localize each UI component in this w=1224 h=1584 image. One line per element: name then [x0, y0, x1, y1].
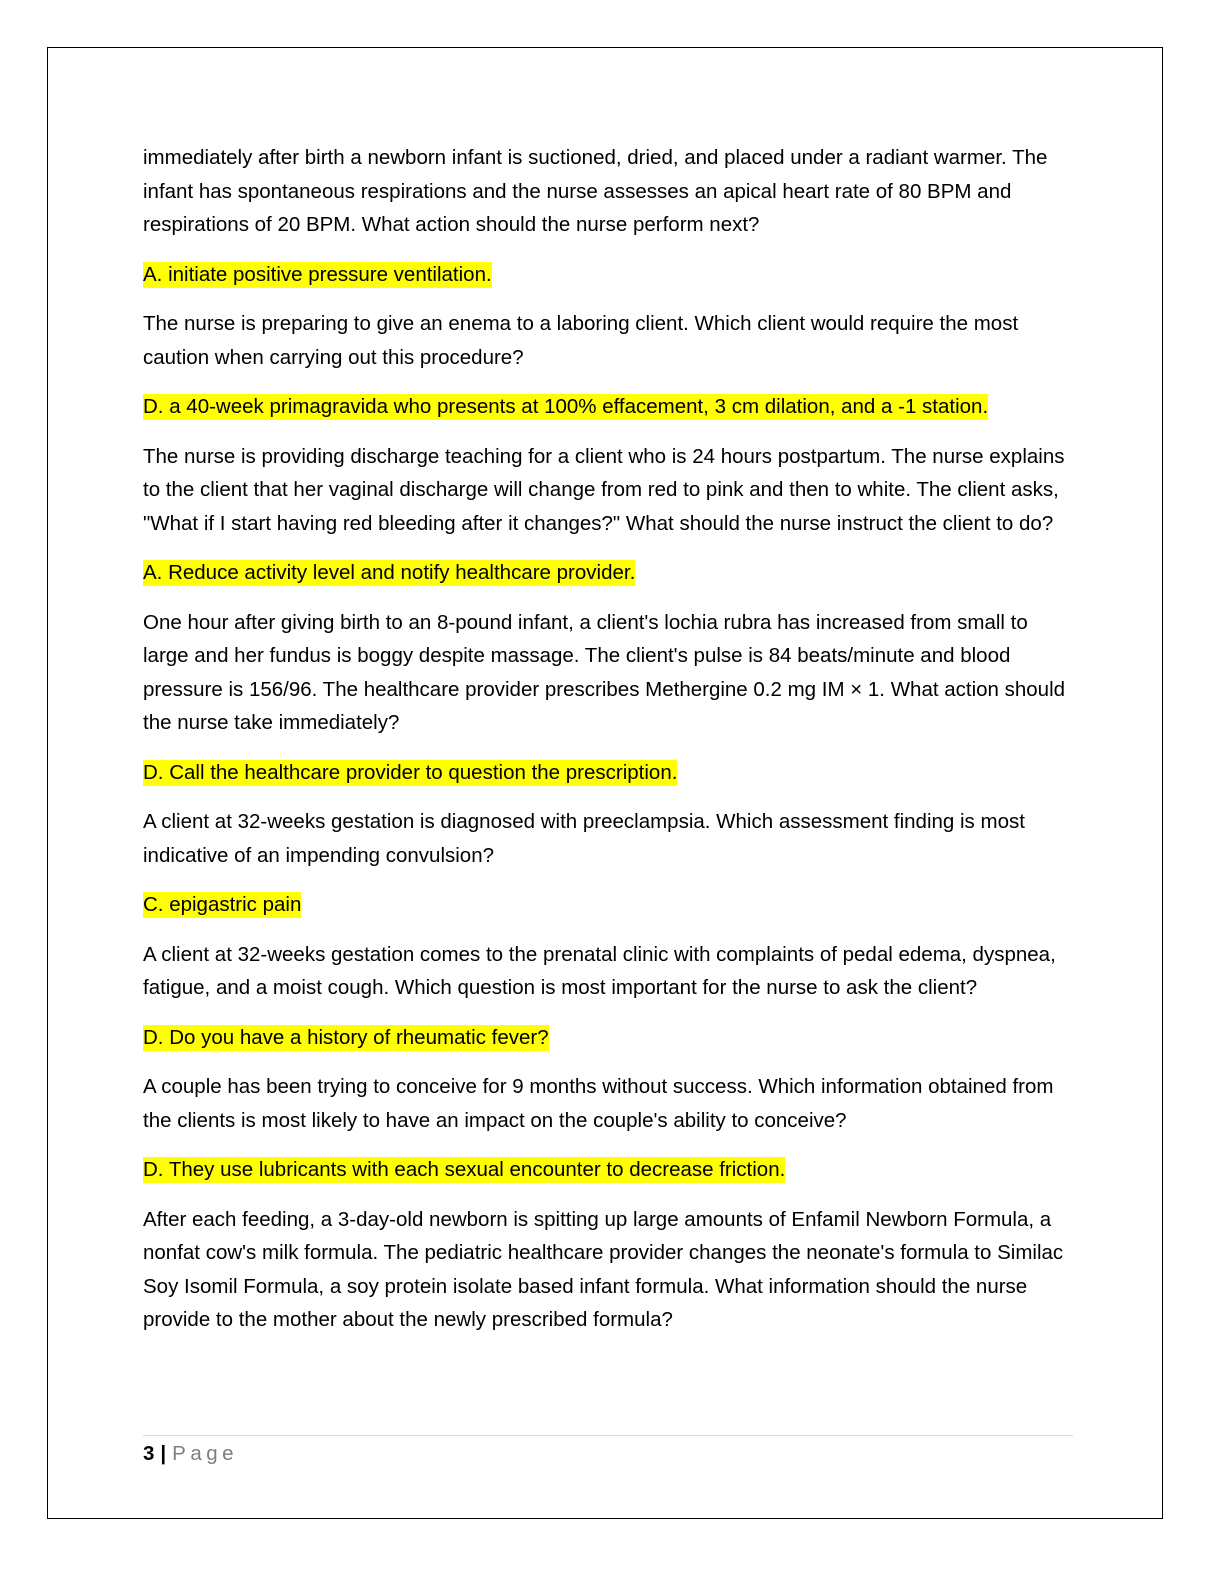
answer-item-4: [143, 756, 1078, 790]
highlighted-answer: A. initiate positive pressure ventilation.: [143, 262, 492, 286]
highlighted-answer: D. They use lubricants with each sexual encounter to decrease friction.: [143, 1158, 786, 1181]
highlighted-answer: A. Reduce activity level and notify healthcare provider.: [143, 561, 636, 584]
qa-item-1: [143, 141, 1078, 242]
answer-item-3: [143, 556, 1078, 590]
question-text: The nurse is preparing to give an enema to a laboring client. Which client would require the most caution when carrying out this procedure?: [143, 312, 1019, 369]
question-text: The nurse is providing discharge teaching for a client who is 24 hours postpartum. The nurse explains to the client that her vaginal discharge will change from red to pink and then to white. The client asks, "What if I start having red bleeding after it changes?" What should the nurse instruct the client to do?: [143, 444, 1065, 535]
qa-item-4: [143, 606, 1078, 740]
question-text: A couple has been trying to conceive for 9 months without success. Which information obtained from the clients is most likely to have an impact on the couple's ability to conceive?: [143, 1075, 1054, 1132]
highlighted-answer: D. Do you have a history of rheumatic fever?: [143, 1025, 549, 1049]
question-text: immediately after birth a newborn infant is suctioned, dried, and placed under a radiant warmer. The infant has spontaneous respirations and the nurse assesses an apical heart rate of 80 BPM and respirations of 20 BPM. What action should the nurse perform next?: [143, 146, 1048, 236]
question-text: After each feeding, a 3-day-old newborn is spitting up large amounts of Enfamil Newborn Formula, a nonfat cow's milk formula. The pediatric healthcare provider changes the neonate's formula to Similac Soy Isomil Formula, a soy protein isolate based infant formula. What information should the nurse provide to the mother about the newly prescribed formula?: [143, 1207, 1064, 1331]
qa-item-2: [143, 307, 1078, 374]
answer-item-2: [143, 390, 1078, 424]
question-text: A client at 32-weeks gestation comes to the prenatal clinic with complaints of pedal edema, dyspnea, fatigue, and a moist cough. Which question is most important for the nurse to ask the client?: [143, 942, 1056, 999]
page-number: 3: [143, 1442, 155, 1465]
question-text: One hour after giving birth to an 8-pound infant, a client's lochia rubra has increased from small to large and her fundus is boggy despite massage. The client's pulse is 84 beats/minute and blood pressure is 156/96. The healthcare provider prescribes Methergine 0.2 mg IM × 1. What action should the nurse take immediately?: [143, 610, 1066, 734]
footer-divider: [143, 1435, 1073, 1436]
page-footer: [143, 1440, 238, 1468]
qa-item-6: [143, 938, 1078, 1005]
qa-item-8: [143, 1203, 1078, 1337]
highlighted-answer: D. a 40-week primagravida who presents at 100% effacement, 3 cm dilation, and a -1 station.: [143, 395, 989, 418]
document-body: [143, 141, 1078, 1353]
page-label: Page: [172, 1442, 239, 1465]
answer-item-6: [143, 1021, 1078, 1055]
qa-item-3: [143, 440, 1078, 541]
highlighted-answer: C. epigastric pain: [143, 893, 302, 916]
qa-item-7: [143, 1070, 1078, 1137]
qa-item-5: [143, 805, 1078, 872]
highlighted-answer: D. Call the healthcare provider to question the prescription.: [143, 760, 678, 784]
answer-item-1: [143, 258, 1078, 292]
question-text: A client at 32-weeks gestation is diagnosed with preeclampsia. Which assessment finding is most indicative of an impending convulsion?: [143, 810, 1025, 867]
answer-item-5: [143, 888, 1078, 922]
footer-separator: |: [160, 1442, 167, 1465]
answer-item-7: [143, 1153, 1078, 1187]
